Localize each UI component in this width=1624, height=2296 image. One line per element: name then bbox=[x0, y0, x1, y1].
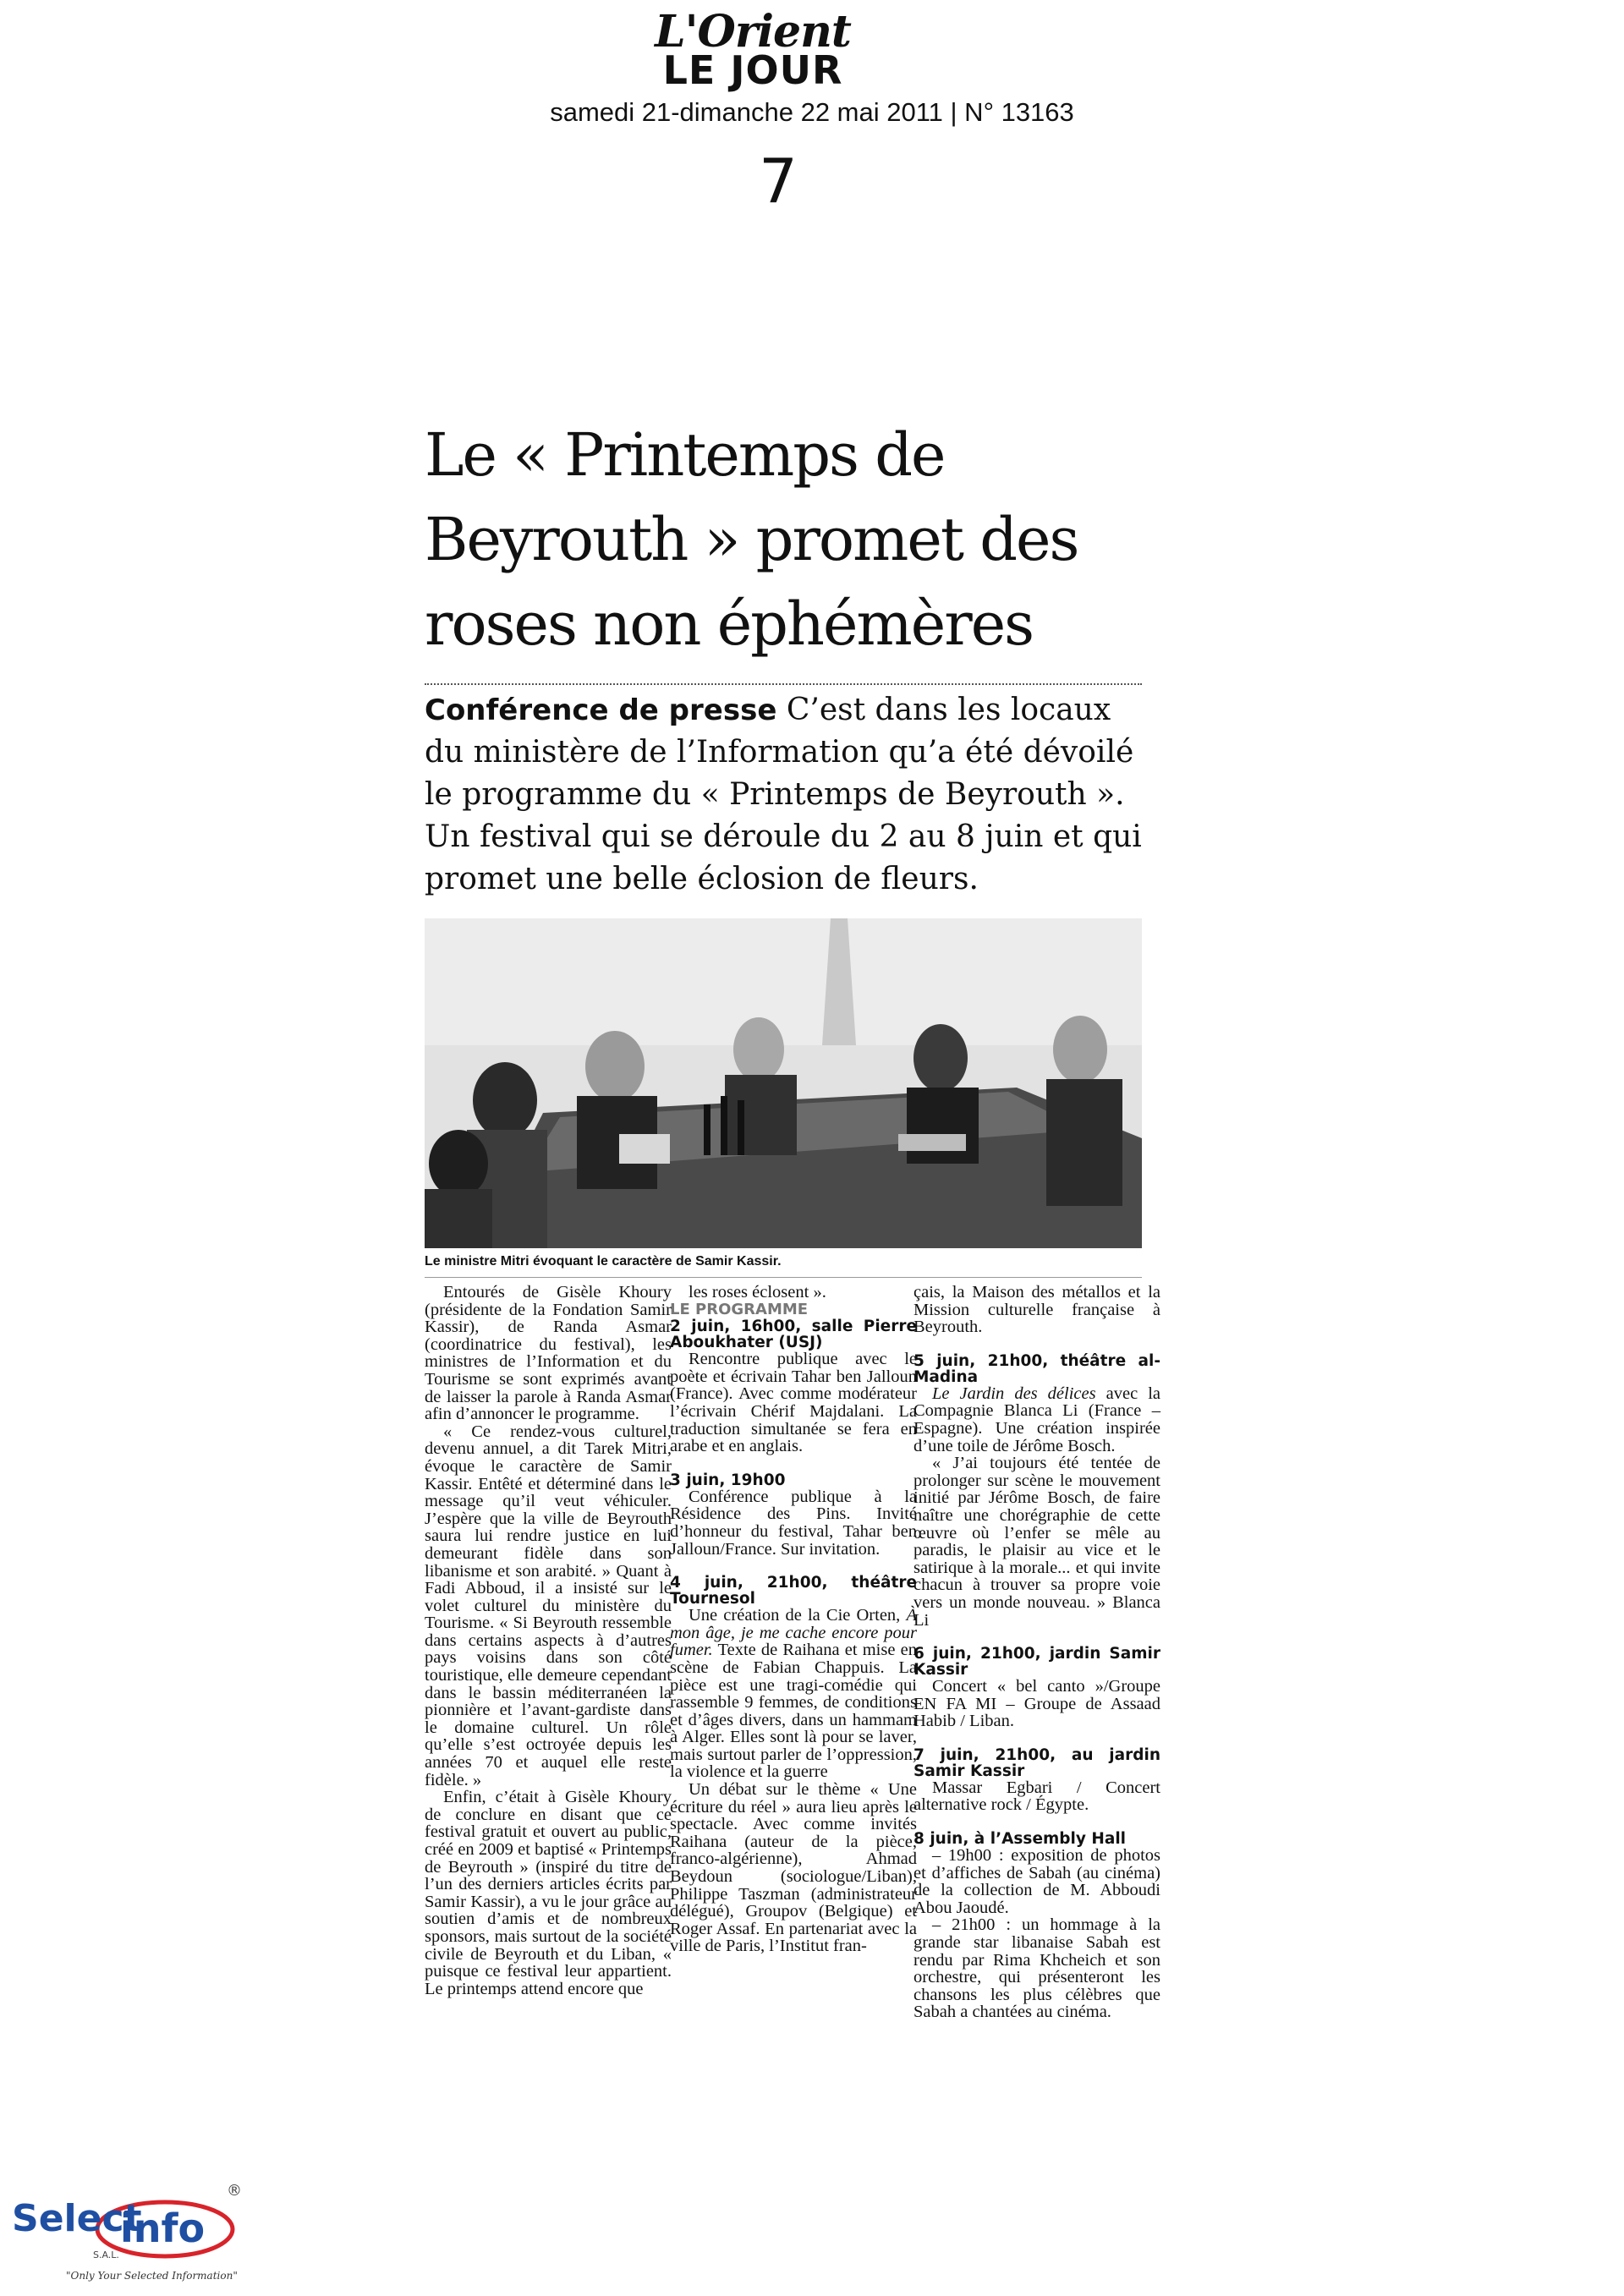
spacer bbox=[670, 1558, 917, 1575]
article-column-2 bbox=[670, 1284, 917, 1955]
page-number: 7 bbox=[759, 145, 798, 216]
logo-sal-text: S.A.L. bbox=[93, 2249, 119, 2260]
spacer bbox=[914, 1730, 1160, 1747]
article-column-3 bbox=[914, 1284, 1160, 2021]
program-text-8-juin-b: – 21h00 : un hommage à la grande star libanaise Sabah est rendu par Rima Khcheich et son orchestre, qui présenteront les chansons les plus célèbres que Sabah a chantées au cinéma. bbox=[914, 1915, 1160, 2022]
selectinfo-logo bbox=[12, 2182, 240, 2292]
article-lead bbox=[425, 689, 1152, 901]
photo-caption: Le ministre Mitri évoquant le caractère de Samir Kassir. bbox=[425, 1254, 782, 1269]
article-headline: Le « Printemps de Beyrouth » promet des roses non éphémères bbox=[425, 420, 1078, 659]
program-heading-8-juin: 8 juin, à l’Assembly Hall bbox=[914, 1830, 1126, 1849]
issue-dateline: samedi 21-dimanche 22 mai 2011 | N° 13163 bbox=[550, 97, 1074, 127]
logo-info-text: info bbox=[120, 2206, 206, 2251]
program-text-4-juin-a: Une création de la Cie Orten, bbox=[689, 1606, 901, 1625]
spacer bbox=[914, 1336, 1160, 1353]
spacer bbox=[914, 1814, 1160, 1831]
spacer bbox=[914, 1629, 1160, 1646]
program-text-5-juin-quote: « J’ai toujours été tentée de prolonger sur scène le mouvement initié par Jérôme Bosch, de faire naître une chorégraphie de cette œuvre où l’enfer se mêle au paradis, le plaisir au vice et le satirique à la morale... et qui invite chacun à trouver sa propre voie vers un monde nouveau. » Blanca Li bbox=[914, 1454, 1160, 1630]
col3-continuation: çais, la Maison des métallos et la Mission culturelle française à Beyrouth. bbox=[914, 1283, 1160, 1337]
program-heading-5-juin: 5 juin, 21h00, théâtre al-Madina bbox=[914, 1351, 1160, 1386]
lead-text: C’est dans les locaux du ministère de l’Information qu’a été dévoilé le programme du « Printemps de Beyrouth ». Un festival qui se déroule du 2 au 8 juin et qui promet une belle éclosion de fleurs. bbox=[425, 693, 1142, 896]
program-text-7-juin: Massar Egbari / Concert alternative rock / Égypte. bbox=[914, 1778, 1160, 1815]
photo-illustration bbox=[425, 918, 1142, 1248]
article-column-1 bbox=[425, 1284, 672, 1997]
masthead-line-1: L'Orient bbox=[655, 6, 851, 58]
program-heading-2-juin: 2 juin, 16h00, salle Pierre Aboukhater (USJ) bbox=[670, 1318, 917, 1352]
program-text-2-juin: Rencontre publique avec le poète et écrivain Tahar ben Jalloun (France). Avec comme modérateur l’écrivain Chérif Majdalani. La traduction simultanée se fera en arabe et en anglais. bbox=[670, 1350, 917, 1456]
program-text-3-juin: Conférence publique à la Résidence des Pins. Invité d’honneur du festival, Tahar ben Jalloun/France. Sur invitation. bbox=[670, 1487, 917, 1559]
program-heading-7-juin: 7 juin, 21h00, au jardin Samir Kassir bbox=[914, 1745, 1160, 1780]
program-heading-4-juin: 4 juin, 21h00, théâtre Tournesol bbox=[670, 1574, 917, 1608]
press-conference-photo bbox=[425, 918, 1142, 1248]
lead-kicker: Conférence de presse bbox=[425, 693, 777, 727]
masthead-line-2: LE JOUR bbox=[662, 47, 843, 93]
col2-continuation: les roses éclosent ». bbox=[689, 1283, 826, 1301]
col1-paragraph-1: Entourés de Gisèle Khoury (présidente de la Fondation Samir Kassir), de Randa Asmar (coordinatrice du festival), les ministres de l’Information et du Tourisme se sont exprimés avant de laisser la parole à Randa Asmar afin d’annoncer le programme. bbox=[425, 1283, 672, 1424]
program-text-4-juin-debate: Un débat sur le thème « Une écriture du réel » aura lieu après le spectacle. Avec comme invités Raihana (auteur de la pièce, franco-algérienne), Ahmad Beydoun (sociologue/Liban), Philippe Taszman (administrateur délégué), Groupov (Belgique) et Roger Assaf. En partenariat avec la ville de Paris, l’Institut fran- bbox=[670, 1780, 917, 1956]
program-text-5-juin bbox=[914, 1385, 1160, 1455]
logo-select-text: Select bbox=[12, 2197, 142, 2240]
program-text-4-juin-b: Texte de Raihana et mise en scène de Fabian Chappuis. La pièce est une tragi-comédie qui rassemble 9 femmes, de conditions et d’âges divers, dans un hammam à Alger. Elles sont là pour se laver, mais surtout parler de l’oppression, la violence et la guerre bbox=[670, 1641, 917, 1782]
headline-divider bbox=[425, 683, 1142, 685]
newspaper-masthead bbox=[643, 6, 863, 93]
program-text-5-juin-a: avec la Compagnie Blanca Li (France – Espagne). Une création inspirée d’une toile de Jérôme Bosch. bbox=[914, 1384, 1160, 1455]
spacer bbox=[670, 1455, 917, 1472]
caption-divider bbox=[425, 1277, 1142, 1278]
col1-paragraph-3: Enfin, c’était à Gisèle Khoury de conclure en disant que ce festival gratuit et ouvert au public, créé en 2009 et baptisé « Printemps de Beyrouth » (inspiré du titre de l’un des derniers articles écrits par Samir Kassir), a vu le jour grâce au soutien d’amis et de nombreux sponsors, mais surtout de la société civile de Beyrouth et du Liban, « puisque ce festival leur appartient. Le printemps attend encore que bbox=[425, 1788, 672, 1998]
col1-paragraph-2: « Ce rendez-vous culturel, devenu annuel, a dit Tarek Mitri, évoque le caractère de Samir Kassir. Entêté et déterminé dans le message qu’il veut véhiculer. J’espère que la ville de Beyrouth saura lui rendre justice en lui demeurant fidèle dans son libanisme et son arabité. » Quant à Fadi Abboud, il a insisté sur le volet culturel du ministère du Tourisme. « Si Beyrouth ressemble dans certains aspects à d’autres pays voisins dans son côté touristique, elle demeure cependant dans le bassin méditerranéen la pionnière et l’avant-gardiste dans le domaine culturel. Un rôle qu’elle s’est octroyée depuis les années 70 et auquel elle reste fidèle. » bbox=[425, 1422, 672, 1789]
program-text-8-juin-a: – 19h00 : exposition de photos et d’affiches de Sabah (au cinéma) de la collection de M. Abboudi Abou Jaoudé. bbox=[914, 1846, 1160, 1917]
program-text-6-juin: Concert « bel canto »/Groupe EN FA MI – Groupe de Assaad Habib / Liban. bbox=[914, 1677, 1160, 1731]
program-heading-6-juin: 6 juin, 21h00, jardin Samir Kassir bbox=[914, 1645, 1160, 1680]
logo-registered-mark: ® bbox=[227, 2182, 242, 2200]
program-text-4-juin bbox=[670, 1607, 917, 1781]
show-title: Le Jardin des délices bbox=[932, 1384, 1096, 1403]
program-heading-3-juin: 3 juin, 19h00 bbox=[670, 1471, 786, 1489]
program-label: LE PROGRAMME bbox=[670, 1300, 809, 1318]
logo-tagline: "Only Your Selected Information" bbox=[66, 2270, 238, 2282]
play-title: À mon âge, je me cache encore pour fumer. bbox=[670, 1606, 917, 1660]
